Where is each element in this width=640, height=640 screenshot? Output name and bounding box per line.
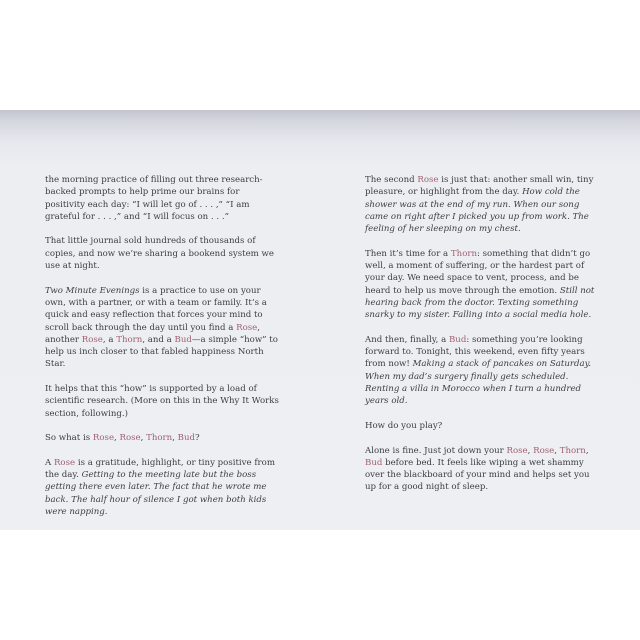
paragraph-text: is a practice to use on your own, with a partner, or with a team or family. It’s a quick and easy reflection that forces your mind to scroll back through the day until you find a [45,285,267,333]
keyword-thorn: Thorn [450,248,478,259]
keyword-rose: Rose [506,445,528,456]
paragraph-text: , and a [142,334,175,345]
example-text: Getting to the meeting late but the boss getting there even later. The fact that he wrote me back. The half hour of silence I got when both kids were napping. [45,470,267,518]
keyword-rose: Rose [417,175,439,185]
paragraph-text: Alone is fine. Just jot down your [365,445,507,456]
paragraph-text: And then, finally, a [365,334,449,345]
example-text: Making a stack of pancakes on Saturday. When my dad’s surgery finally gets scheduled. Renting a villa in Morocco when I turn a hundred years old. [365,359,592,407]
paragraph-text: It helps that this “how” is supported by a load of scientific research. (More on this in the Why It Works section, following.) [45,384,279,419]
keyword-rose: Rose [533,445,555,456]
keyword-rose: Rose [81,334,103,345]
example-text: How cold the shower was at the end of my run. When our song came on right after I picked you up from work. The feeling of her sleeping on my chest. [365,187,589,235]
keyword-rose: Rose [236,322,258,333]
paragraph-bud-definition [365,334,603,408]
paragraph-text: ? [195,433,200,444]
paragraph-so-what-is [45,432,280,444]
keyword-bud: Bud [177,433,196,444]
paragraph-text: A [45,457,54,468]
paragraph-text: The second [365,175,418,185]
paragraph-text: , a [102,334,117,345]
paragraph-text: is a gratitude, highlight, or tiny positive from the day. [45,457,275,481]
book-title-text: Two Minute Evenings [45,285,140,296]
keyword-rose: Rose [119,433,141,444]
right-page-column [365,174,603,506]
paragraph-text: the morning practice of filling out three research-backed prompts to help prime our brains for positivity each day: “I will let go of . . . ,” “I am grateful for . . . ,” and “I will focus on . . .” [45,175,263,222]
paragraph-alone-is-fine [365,445,603,494]
separator-text: , [140,433,147,444]
paragraph-text: : something that didn’t go well, a moment of suffering, or the hardest part of your day. We need space to vent, process, and be heard to help us move through the emotion. [365,248,591,296]
keyword-rose: Rose [53,457,76,468]
keyword-thorn: Thorn [116,334,143,345]
paragraph-text: : something you’re looking forward to. Tonight, this weekend, even fifty years from now! [365,334,585,370]
paragraph-text: Then it’s time for a [365,248,451,259]
separator-text: , [554,445,560,456]
paragraph-morning-practice [45,174,280,223]
paragraph-rose-definition [45,457,280,518]
paragraph-text: before bed. It feels like wiping a wet shammy over the blackboard of your mind and helps set you up for a good night of sleep. [365,457,590,493]
separator-text: , [114,433,120,444]
book-spread [0,110,640,530]
paragraph-thorn-definition [365,248,603,322]
keyword-bud: Bud [174,334,192,345]
keyword-thorn: Thorn [146,433,173,444]
keyword-bud: Bud [448,334,467,345]
paragraph-how-to-play [365,420,603,432]
keyword-bud: Bud [365,457,383,468]
separator-text: , [527,445,534,456]
paragraph-journal-sold [45,235,280,272]
paragraph-scientific-research [45,383,280,420]
paragraph-second-rose [365,174,603,235]
paragraph-text: That little journal sold hundreds of thousands of copies, and now we’re sharing a bookend system we use at night. [45,236,274,272]
example-text: Still not hearing back from the doctor. Texting something snarky to my sister. Falling into a social media hole. [365,285,595,321]
separator-text: , [172,433,178,444]
paragraph-text: , another [45,322,260,345]
paragraph-two-minute-evenings [45,285,280,371]
paragraph-text: —a simple “how” to help us inch closer to that fabled happiness North Star. [45,334,278,370]
paragraph-text: is just that: another small win, tiny pleasure, or highlight from the day. [365,175,594,198]
keyword-rose: Rose [92,433,115,444]
separator-text: , [585,445,589,456]
paragraph-text: So what is [45,433,93,444]
left-page-column [45,174,280,530]
keyword-thorn: Thorn [559,445,586,456]
paragraph-text: How do you play? [365,420,443,431]
